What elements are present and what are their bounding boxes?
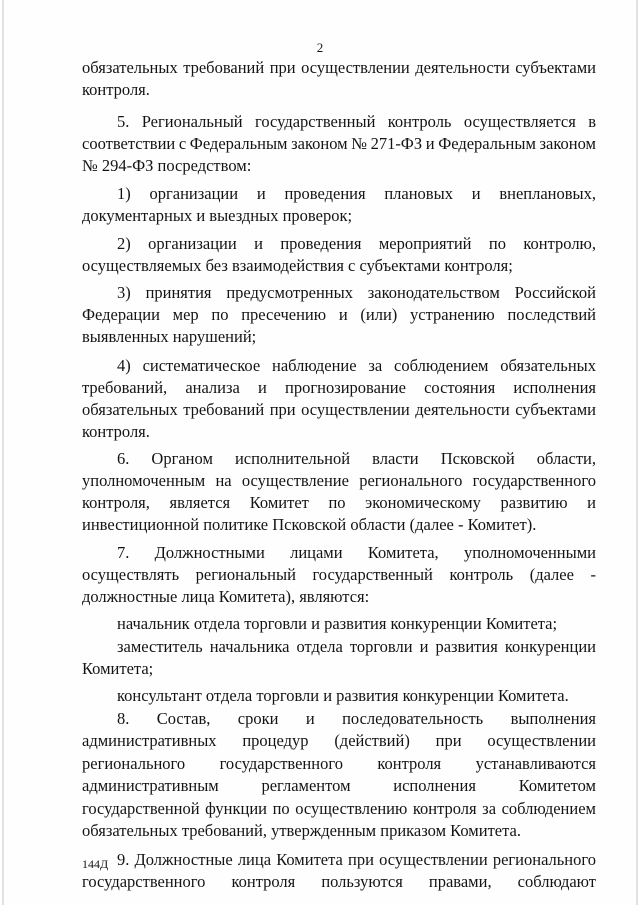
text-word: контроль [449,565,514,584]
text-word: Федерации [82,305,160,324]
text-word: Органом [151,449,213,468]
text-word: Должностные [134,850,233,869]
text-word: Федеральным [438,134,536,153]
text-word: анализа [185,378,240,397]
text-word: осуществлять [82,565,180,584]
text-line: осуществляемых без взаимодействия с субъектами контроля; [82,256,513,275]
text-line [82,871,596,893]
text-word: области, [536,449,596,468]
text-line [117,708,596,730]
text-line [117,233,596,255]
text-word: по [488,234,506,253]
text-word: осуществлению [295,799,408,818]
text-word: обязательных [82,400,178,419]
text-word: государственного [472,471,596,490]
text-word: плановых [384,184,453,203]
text-word: по [211,305,229,324]
text-word: организации [149,184,239,203]
text-line [82,564,596,586]
text-word: при [348,850,374,869]
text-word: (или) [360,305,398,324]
text-line: обязательных требований, утвержденным приказом Комитета. [82,821,521,840]
text-word: и [338,305,348,324]
text-word: в [588,112,596,131]
text-word: внеплановых, [499,184,596,203]
text-word: проведения [280,234,362,253]
text-word: и [256,184,266,203]
text-line [82,492,596,514]
text-word: и [471,184,481,203]
text-word: законом [539,134,596,153]
text-word: государственной [82,799,200,818]
text-word: контроль [387,112,452,131]
text-line [82,57,596,79]
text-word: деятельности [415,400,510,419]
text-word: регламентом [261,776,351,795]
text-word: прогнозирование [285,378,406,397]
text-word: соблюдением [501,799,596,818]
text-word: административным [82,776,219,795]
text-word: последовательность [342,709,484,728]
text-word: контроля [412,799,477,818]
text-word: власти [372,449,419,468]
text-word: торговли [349,637,413,656]
text-line [117,282,596,304]
text-word: осуществлении [301,400,410,419]
text-word: мероприятий [378,234,472,253]
text-word: принятия [145,283,212,302]
text-word: требований, [82,378,168,397]
text-word: контролю, [523,234,596,253]
text-word: функции [205,799,268,818]
text-line [82,133,596,155]
text-word: государственного [219,754,343,773]
text-word: требований [183,58,265,77]
text-word: осуществляется [463,112,576,131]
text-word: регионального [82,754,186,773]
text-word: 271-ФЗ [370,134,423,153]
text-line: консультант отдела торговли и развития конкуренции Комитета. [117,686,569,705]
text-word: мер [172,305,199,324]
text-line [82,399,596,421]
text-word: наблюдение [271,356,357,375]
document-code: 144Д [82,857,109,871]
text-word: при [269,58,296,77]
text-word: начальника [209,637,290,656]
text-line [82,377,596,399]
text-word: за [368,356,383,375]
text-word: соблюдением [394,356,489,375]
text-word: выполнения [510,709,596,728]
text-word: 3) [117,283,131,302]
text-word: обязательных [82,58,178,77]
text-word: проведения [284,184,366,203]
text-line [82,775,596,797]
text-word: за [482,799,497,818]
text-word: исполнения [513,378,596,397]
text-word: состояния [424,378,496,397]
text-word: и [587,493,596,512]
text-word: и [419,637,429,656]
text-word: при [269,400,296,419]
text-word: 5. [117,112,130,131]
text-word: контроля [377,754,442,773]
text-word: 9. [117,850,130,869]
text-word: соблюдают [517,872,596,891]
text-word: лицами [290,543,343,562]
text-word: лица [237,850,272,869]
text-word: государственный [254,112,376,131]
text-word: осуществлении [487,731,596,750]
text-line: начальник отдела торговли и развития конкуренции Комитета; [117,614,558,633]
text-word: регионального [492,850,596,869]
text-word: 2) [117,234,131,253]
text-word: административных [82,731,217,750]
text-word: и [425,134,435,153]
text-line [82,730,596,752]
text-line [117,636,596,658]
text-word: (действий) [334,731,410,750]
text-word: последствий [507,305,596,324]
text-word: деятельности [415,58,510,77]
text-word: 1) [117,184,131,203]
text-word: экономическому [365,493,481,512]
text-word: Комитета [276,850,343,869]
text-line: выявленных нарушений; [82,327,257,346]
text-word: законодательством [367,283,500,302]
text-word: осуществлении [379,850,488,869]
text-word: соответствии [82,134,176,153]
text-word: сроки [237,709,279,728]
text-word: государственный [312,565,433,584]
text-word: - [590,565,596,584]
text-word: требований [183,400,265,419]
text-line: должностные лица Комитета), являются: [82,587,370,606]
text-word: отдела [296,637,343,656]
page-number: 2 [316,40,324,55]
text-word: Должностными [154,543,265,562]
text-word: регионального [359,471,463,490]
text-word: региональный [195,565,296,584]
text-word: Федеральным [189,134,288,153]
text-line [82,753,596,775]
text-word: субъектами [515,58,596,77]
text-word: Состав, [156,709,211,728]
text-line [117,355,596,377]
text-line [117,542,596,564]
text-line: № 294-ФЗ посредством: [82,156,252,175]
text-word: 8. [117,709,130,728]
text-word: Региональный [141,112,243,131]
text-word: устранению [410,305,495,324]
text-word: исполнения [393,776,476,795]
text-word: Комитета, [367,543,439,562]
text-word: устанавливаются [475,754,596,773]
text-line [82,798,596,820]
text-word: является [169,493,231,512]
text-line [117,849,596,871]
text-line [117,183,596,205]
text-word: уполномоченным [82,471,206,490]
text-word: государственного [82,872,206,891]
text-line [82,470,596,492]
text-line: контроля. [82,80,150,99]
text-word: Российской [514,283,596,302]
text-word: исполнительной [234,449,351,468]
text-word: правами, [428,872,492,891]
text-line [82,304,596,326]
text-word: при [435,731,462,750]
text-line: Комитета; [82,659,154,678]
text-word: систематическое [142,356,261,375]
text-word: конкуренции [504,637,596,656]
text-word: пресечению [241,305,327,324]
text-word: на [215,471,232,490]
text-word: по [328,493,346,512]
text-word: 6. [117,449,130,468]
text-word: развитию [500,493,568,512]
text-word: развития [435,637,498,656]
text-word: процедур [242,731,309,750]
text-word: заместитель [117,637,203,656]
text-word: законом [291,134,348,153]
text-word: пользуются [321,872,403,891]
text-word: по [272,799,290,818]
text-word: Комитет [249,493,309,512]
text-word: и [254,234,263,253]
text-word: 7. [117,543,130,562]
text-word: предусмотренных [226,283,353,302]
text-word: осуществлении [301,58,410,77]
text-line: инвестиционной политике Псковской области (далее - Комитет). [82,515,537,534]
text-line [117,111,596,133]
text-word: и [258,378,267,397]
text-word: уполномоченными [463,543,596,562]
text-word: организации [148,234,237,253]
text-line [117,448,596,470]
text-line: контроля. [82,422,150,441]
text-word: 4) [117,356,131,375]
text-word: осуществление [241,471,349,490]
text-word: с [178,134,187,153]
text-word: контроля [231,872,296,891]
text-word: № [351,134,367,153]
text-word: контроля, [82,493,150,512]
text-word: субъектами [515,400,596,419]
text-word: и [305,709,315,728]
text-word: Псковской [440,449,515,468]
text-word: Комитетом [518,776,596,795]
text-word: обязательных [500,356,596,375]
text-line: документарных и выездных проверок; [82,206,353,225]
text-word: (далее [529,565,574,584]
